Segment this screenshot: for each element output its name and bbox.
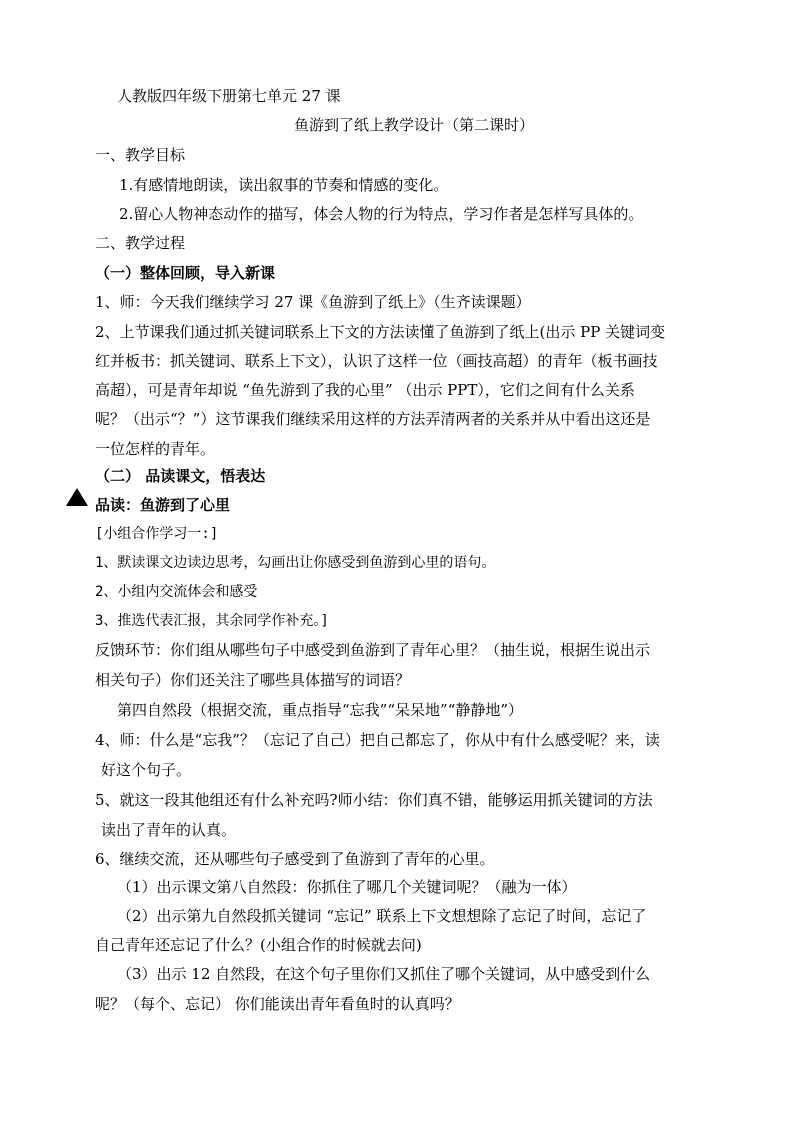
step-4-line: 好这个句子。 <box>101 761 192 779</box>
step-2-line: 2、上节课我们通过抓关键词联系上下文的方法读懂了鱼游到了纸上(出示 PP 关键词变 <box>95 323 666 341</box>
sub-step-2-line: （2）出示第九自然段抓关键词 “忘记” 联系上下文想想除了忘记了时间，忘记了 <box>117 907 647 925</box>
reading-subheading: 品读：鱼游到了心里 <box>95 496 231 514</box>
triangle-bullet-icon <box>66 488 88 506</box>
step-1: 1、师：今天我们继续学习 27 课《鱼游到了纸上》（生齐读课题） <box>95 293 531 311</box>
part-heading-reading: （二） 品读课文，悟表达 <box>95 467 266 485</box>
paragraph-four-note: 第四自然段（根据交流，重点指导“忘我”“呆呆地”“静静地”） <box>117 701 524 719</box>
group-task-line: 2、小组内交流体会和感受 <box>95 584 258 600</box>
feedback-line: 反馈环节：你们组从哪些句子中感受到鱼游到了青年心里？（抽生说，根据生说出示 <box>95 641 651 659</box>
objective-item: 2.留心人物神态动作的描写，体会人物的行为特点，学习作者是怎样写具体的。 <box>119 205 644 223</box>
group-task-line: 1、默读课文边读边思考，勾画出让你感受到鱼游到心里的语句。 <box>95 555 496 571</box>
lesson-info: 人教版四年级下册第七单元 27 课 <box>117 87 341 105</box>
sub-step-3-line: 呢？（每个、忘记） 你们能读出青年看鱼时的认真吗？ <box>95 995 460 1013</box>
sub-step-1: （1）出示课文第八自然段：你抓住了哪几个关键词呢？（融为一体） <box>117 878 577 896</box>
group-task-line: [小组合作学习一:] <box>95 526 219 542</box>
document-title: 鱼游到了纸上教学设计（第二课时） <box>294 116 535 134</box>
step-4-line: 4、师：什么是“忘我”？（忘记了自己）把自己都忘了，你从中有什么感受呢？来，读 <box>95 731 660 749</box>
step-2-line: 一位怎样的青年。 <box>95 440 216 458</box>
sub-step-2-line: 自己青年还忘记了什么？(小组合作的时候就去问) <box>95 936 422 954</box>
sub-step-3-line: （3）出示 12 自然段，在这个句子里你们又抓住了哪个关键词，从中感受到什么 <box>117 965 651 983</box>
step-5-line: 读出了青年的认真。 <box>101 821 237 839</box>
part-heading-review: （一）整体回顾，导入新课 <box>95 264 276 282</box>
feedback-line: 相关句子）你们还关注了哪些具体描写的词语？ <box>95 671 411 689</box>
step-5-line: 5、就这一段其他组还有什么补充吗?师小结：你们真不错，能够运用抓关键词的方法 <box>95 791 653 809</box>
step-2-line: 红并板书：抓关键词、联系上下文），认识了这样一位（画技高超）的青年（板书画技 <box>95 352 658 370</box>
group-task-line: 3、推选代表汇报，其余同学作补充。] <box>95 613 329 629</box>
step-6: 6、继续交流，还从哪些句子感受到了鱼游到了青年的心里。 <box>95 850 495 868</box>
section-heading-objectives: 一、教学目标 <box>95 146 186 164</box>
step-2-line: 呢？（出示“？”）这节课我们继续采用这样的方法弄清两者的关系并从中看出这还是 <box>95 410 651 428</box>
objective-item: 1.有感情地朗读，读出叙事的节奏和情感的变化。 <box>119 176 449 194</box>
section-heading-process: 二、教学过程 <box>95 234 186 252</box>
step-2-line: 高超），可是青年却说 “鱼先游到了我的心里” （出示 PPT），它们之间有什么关系 <box>95 381 635 399</box>
